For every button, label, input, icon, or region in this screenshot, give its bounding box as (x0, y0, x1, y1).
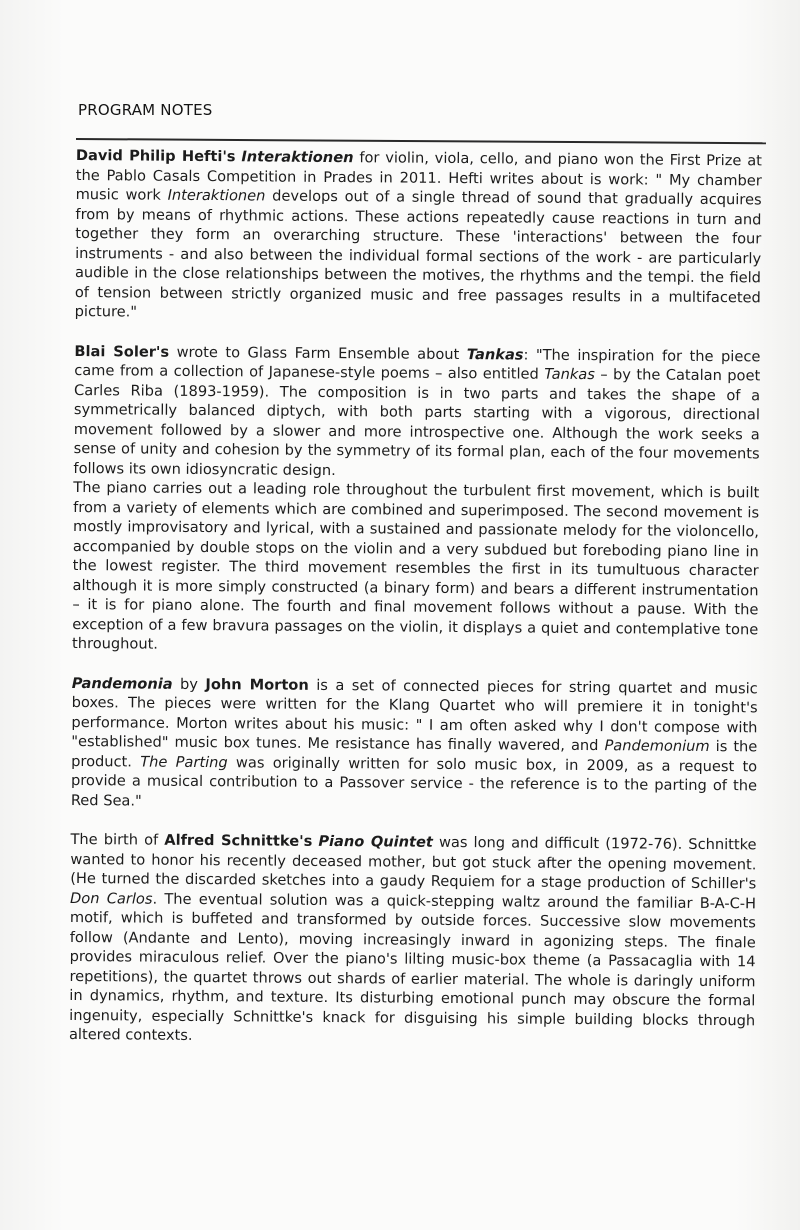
note-text: was long and difficult (1972-76). Schnittke wanted to honor his recently deceased mother, but got stuck after the opening movement. (He turned the discarded sketches into a gaudy Requiem for a stage production of Schiller's (70, 833, 757, 893)
work-title-inline: The Parting (140, 753, 228, 771)
note-text: . The eventual solution was a quick-stepping waltz around the familiar B-A-C-H motif, which is buffeted and transformed by outside forces. Successive slow movements follow (Andante and Lento), moving increasingly inward in agonizing steps. The finale provides miraculous relief. Over the piano's lilting music-box theme (a Passacaglia with 14 repetitions), the quartet throws out shards of earlier material. The whole is daringly uniform in dynamics, rhythm, and texture. Its disturbing emotional punch may obscure the formal ingenuity, especially Schnittke's knack for disguising his simple building blocks through altered contexts. (68, 890, 757, 1044)
note-schnittke (69, 830, 757, 1050)
note-text: is the product. (71, 737, 758, 771)
note-text: wrote to Glass Farm Ensemble about (169, 343, 467, 363)
work-title-inline: Don Carlos (70, 889, 153, 908)
note-text: – by the Catalan poet Carles Riba (1893-1959). The composition is in two parts and takes the shape of a symmetrically balanced diptych, with both parts starting with a vigorous, directional movement followed by a slower and more introspective one. Although the work seeks a sense of unity and cohesion by the symmetry of its formal plan, each of the four movements follows its own idiosyncratic design. (73, 366, 761, 479)
composer-name: John Morton (205, 675, 309, 694)
work-title: Tankas (466, 345, 524, 364)
note-soler (73, 341, 760, 483)
note-hefti (75, 146, 762, 327)
title-divider (76, 138, 766, 144)
composer-name: Alfred Schnittke's (164, 831, 313, 850)
note-text: for violin, viola, cello, and piano won the First Prize at the Pablo Casals Competition in Prades in 2011. Hefti writes about is work: " My chamber music work (75, 149, 762, 204)
note-text: was originally written for solo music box, in 2009, as a request to provide a musical contribution to a Passover service - the reference is to the parting of the Red Sea." (70, 753, 758, 810)
work-title: Piano Quintet (318, 832, 433, 851)
composer-name: Blai Soler's (74, 342, 170, 361)
composer-name: David Philip Hefti's (75, 146, 236, 166)
note-text: by (172, 675, 206, 693)
note-soler-continued: The piano carries out a leading role throughout the turbulent first movement, which is built from a variety of elements which are combined and superimposed. The second movement is mostly improvisatory and lyrical, with a sustained and passionate melody for the violoncello, accompanied by double stops on the violin and a very subdued but foreboding piano line in the lowest register. The third movement resembles the first in its tumultuous character although it is more simply constructed (a binary form) and bears a different instrumentation – it is for piano alone. The fourth and final movement follows without a pause. With the exception of a few bravura passages on the violin, it displays a quiet and contemplative tone throughout. (72, 478, 760, 653)
work-title-inline: Tankas (544, 365, 595, 384)
work-title: Pandemonia (71, 674, 173, 693)
note-text: : "The inspiration for the piece came from a collection of Japanese-style poems – also entitled (74, 346, 761, 383)
note-text: develops out of a single thread of sound that gradually acquires from by means of rhythmic actions. These actions repeatedly cause reactions in turn and together they form an overarching structure. These 'interactions' between the four instruments - and also between the individual formal sections of the work - are particularly audible in the close relationships between the motives, the rhythms and the tempi. the field of tension between strictly organized music and free passages results in a multifaceted picture." (74, 187, 762, 321)
page-title: PROGRAM NOTES (78, 101, 213, 119)
work-title: Interaktionen (241, 148, 354, 167)
note-text: is a set of connected pieces for string quartet and music boxes. The pieces were written for the Klang Quartet who will premiere it in tonight's performance. Morton writes about his music: " I am often asked why I don't compose with "established" music box tunes. Me resistance has finally wavered, and (71, 676, 758, 755)
notes-body (69, 146, 762, 1050)
work-title-inline: Interaktionen (167, 186, 266, 205)
note-morton (71, 673, 758, 815)
work-title-inline: Pandemonium (604, 737, 710, 755)
note-text: The birth of (70, 830, 165, 849)
